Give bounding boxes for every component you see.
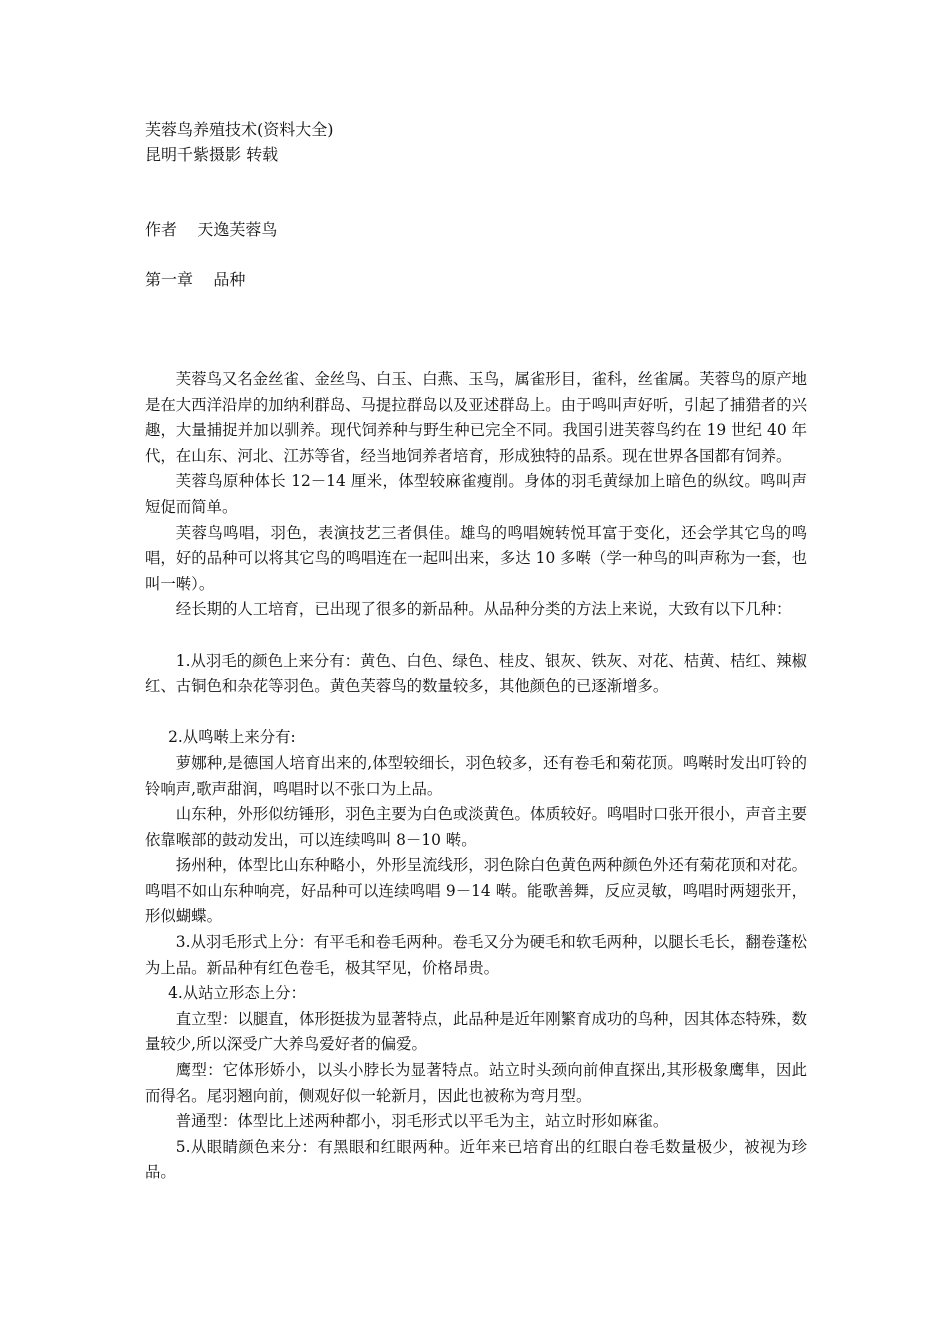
paragraph-by-feather-color: 1.从羽毛的颜色上来分有：黄色、白色、绿色、桂皮、银灰、铁灰、对花、桔黄、桔红、辣椒红、古铜色和杂花等羽色。黄色芙蓉鸟的数量较多，其他颜色的已逐渐增多。 bbox=[145, 651, 807, 696]
paragraph-yangzhou-breed: 扬州种，体型比山东种略小，外形呈流线形，羽色除白色黄色两种颜色外还有菊花顶和对花。鸣唱不如山东种响亮，好品种可以连续鸣唱 9－14 啭。能歌善舞，反应灵敏，鸣唱时两翅张开，形似蝴蝶。 bbox=[145, 856, 807, 926]
paragraph-by-feather-form: 3.从羽毛形式上分：有平毛和卷毛两种。卷毛又分为硬毛和软毛两种，以腿长毛长，翻卷蓬松为上品。新品种有红色卷毛，极其罕见，价格昂贵。 bbox=[145, 933, 807, 977]
paragraph-by-eye-color: 5.从眼睛颜色来分：有黑眼和红眼两种。近年来已培育出的红眼白卷毛数量极少，被视为珍品。 bbox=[145, 1137, 807, 1182]
paragraph-original-species: 芙蓉鸟原种体长 12－14 厘米，体型较麻雀瘦削。身体的羽毛黄绿加上暗色的纵纹。鸣叫声短促而简单。 bbox=[145, 472, 807, 516]
paragraph-eagle-type: 鹰型：它体形娇小，以头小脖长为显著特点。站立时头颈向前伸直探出,其形极象鹰隼，因此而得名。尾羽翘向前，侧观好似一轮新月，因此也被称为弯月型。 bbox=[145, 1061, 807, 1105]
article-body bbox=[145, 367, 807, 1186]
author-line: 作者 天逸芙蓉鸟 bbox=[145, 220, 278, 239]
paragraph-common-type: 普通型：体型比上述两种都小，羽毛形式以平毛为主，站立时形如麻雀。 bbox=[175, 1112, 669, 1131]
paragraph-luona-breed: 萝娜种,是德国人培育出来的,体型较细长，羽色较多，还有卷毛和菊花顶。鸣啭时发出叮铃的铃响声,歌声甜润，鸣唱时以不张口为上品。 bbox=[145, 753, 807, 798]
paragraph-singing: 芙蓉鸟鸣唱，羽色，表演技艺三者俱佳。雄鸟的鸣唱婉转悦耳富于变化，还会学其它鸟的鸣唱，好的品种可以将其它鸟的鸣唱连在一起叫出来，多达 10 多啭（学一种鸟的叫声称为一套，也叫一啭）。 bbox=[145, 523, 807, 593]
paragraph-by-song: 2.从鸣啭上来分有: bbox=[168, 728, 296, 747]
paragraph-breeds-intro: 经长期的人工培育，已出现了很多的新品种。从品种分类的方法上来说，大致有以下几种： bbox=[175, 600, 792, 619]
paragraph-upright-type: 直立型：以腿直，体形挺拔为显著特点，此品种是近年刚繁育成功的鸟种，因其体态特殊，数量较少,所以深受广大养鸟爱好者的偏爱。 bbox=[145, 1009, 807, 1054]
chapter-title: 第一章 品种 bbox=[145, 270, 246, 289]
paragraph-by-stance: 4.从站立形态上分： bbox=[168, 984, 306, 1003]
paragraph-intro: 芙蓉鸟又名金丝雀、金丝鸟、白玉、白燕、玉鸟，属雀形目，雀科，丝雀属。芙蓉鸟的原产地是在大西洋沿岸的加纳利群岛、马提拉群岛以及亚述群岛上。由于鸣叫声好听，引起了捕猎者的兴趣，大量捕捉并加以驯养。现代饲养种与野生种已完全不同。我国引进芙蓉鸟约在 19 世纪 40 年代，在山东、河北、江苏等省，经当地饲养者培育，形成独特的品系。现在世界各国都有饲养。 bbox=[145, 370, 807, 465]
document-title: 芙蓉鸟养殖技术(资料大全) bbox=[145, 120, 334, 139]
paragraph-shandong-breed: 山东种，外形似纺锤形，羽色主要为白色或淡黄色。体质较好。鸣唱时口张开很小，声音主要依靠喉部的鼓动发出，可以连续鸣叫 8－10 啭。 bbox=[145, 805, 807, 849]
source-line: 昆明千紫摄影 转载 bbox=[145, 145, 279, 164]
